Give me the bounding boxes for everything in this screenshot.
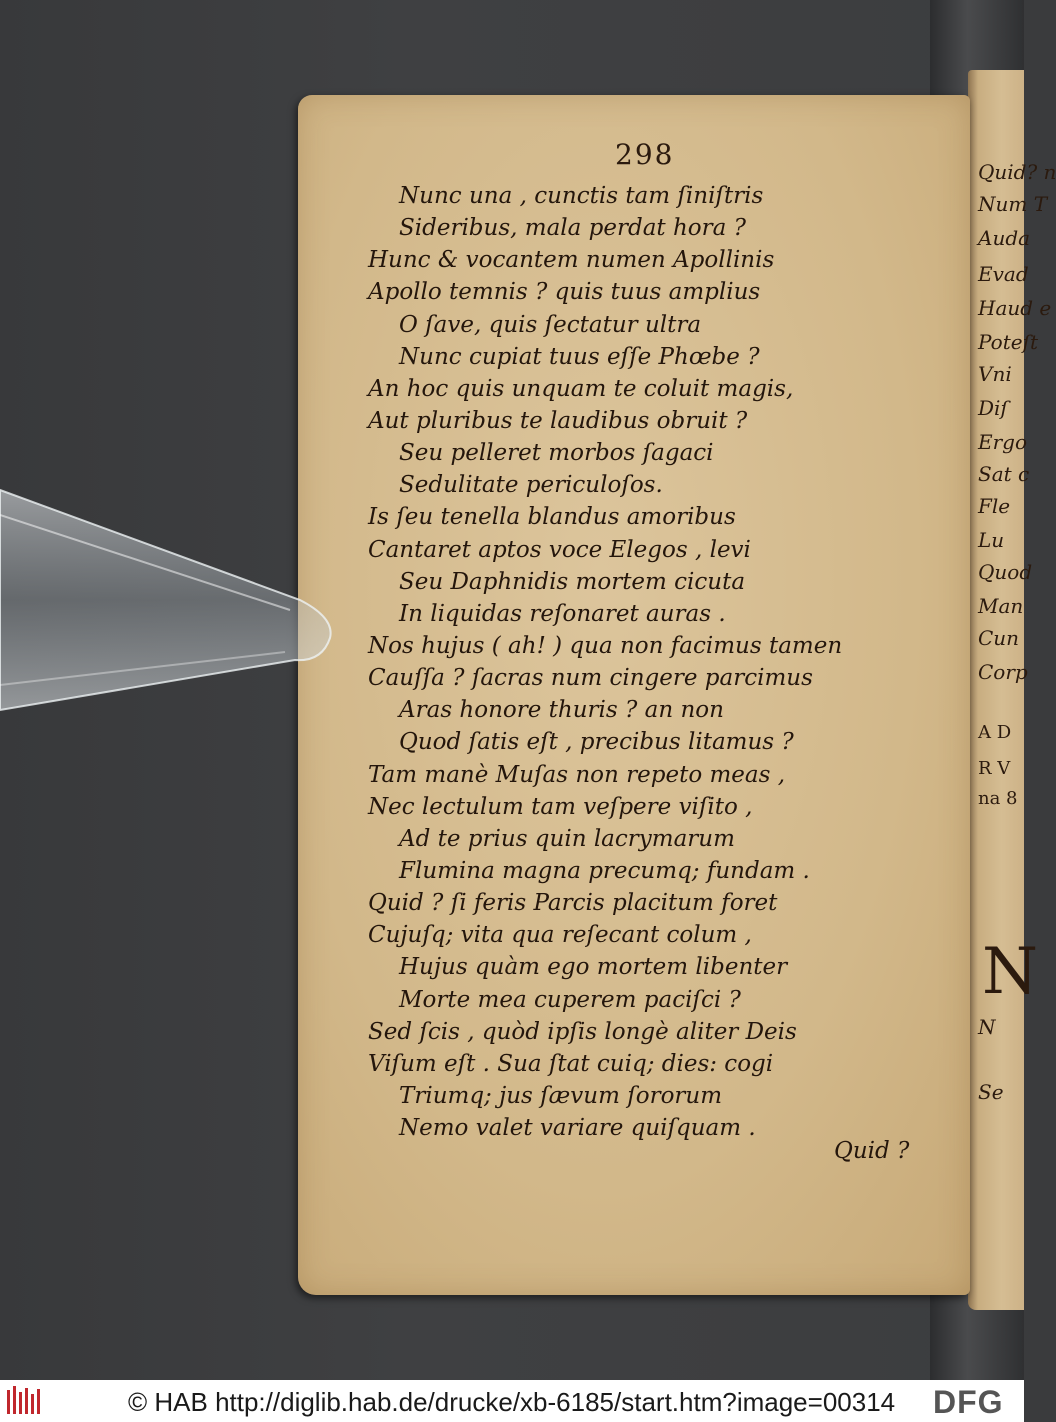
verse-line: In liquidas reſonaret auras .: [399, 600, 726, 627]
facing-page-fragment: na 8: [978, 788, 1018, 809]
hab-barcode-logo: [6, 1386, 44, 1416]
footer-copyright-link[interactable]: © HAB http://diglib.hab.de/drucke/xb-6185/start.htm?image=00314: [128, 1387, 896, 1417]
verse-line: Tam manè Muſas non repeto meas ,: [368, 761, 786, 788]
facing-page-fragment: Corp: [978, 660, 1028, 684]
facing-page-fragment: Auda: [978, 226, 1031, 250]
facing-page-fragment: N: [982, 935, 1038, 1009]
verse-block: [368, 180, 928, 1144]
verse-line: Ad te prius quin lacrymarum: [399, 825, 735, 852]
verse-line: Nos hujus ( ah! ) qua non facimus tamen: [368, 632, 843, 659]
facing-page-fragment: A D: [978, 722, 1012, 743]
page-number: 298: [615, 138, 675, 171]
verse-line: Nunc una , cunctis tam ſiniſtris: [399, 183, 764, 209]
glass-page-clip: [0, 470, 340, 730]
facing-page-fragment: Evad: [978, 262, 1029, 286]
verse-line: Nunc cupiat tuus eſſe Phœbe ?: [399, 343, 760, 370]
facing-page-fragment: Ergo: [978, 430, 1028, 454]
footer-bar: [0, 1380, 1024, 1422]
verse-line: Sideribus, mala perdat hora ?: [399, 215, 746, 242]
facing-page-fragment: Fle: [978, 494, 1011, 518]
facing-page-fragment: Vni: [978, 362, 1012, 386]
verse-line: Morte mea cuperem paciſci ?: [399, 986, 741, 1013]
facing-page-fragment: Cun: [978, 626, 1020, 650]
facing-page-fragment: Num T: [978, 192, 1048, 216]
facing-page-fragment: N: [978, 1015, 996, 1039]
facing-page-fragment: Diſ: [978, 396, 1008, 420]
verse-line: Sed ſcis , quòd ipſis longè aliter Deis: [368, 1018, 797, 1045]
facing-page-fragment: Man: [978, 594, 1024, 618]
verse-line: Flumina magna precumq; fundam .: [399, 857, 810, 884]
facing-page-fragment: Sat c: [978, 462, 1030, 486]
facing-page-fragment: Lu: [978, 528, 1005, 552]
facing-page-edge: [968, 70, 1056, 1310]
verse-line: Seu Daphnidis mortem cicuta: [399, 568, 746, 595]
verse-line: Aras honore thuris ? an non: [399, 697, 724, 724]
verse-line: Hunc & vocantem numen Apollinis: [368, 247, 775, 274]
verse-line: Hujus quàm ego mortem libenter: [399, 954, 788, 981]
verse-line: Cantaret aptos voce Elegos , levi: [368, 536, 751, 563]
verse-line: Is ſeu tenella blandus amoribus: [368, 504, 736, 531]
verse-line: Triumq; jus ſævum ſororum: [399, 1082, 723, 1109]
facing-page-fragment: Haud e: [978, 296, 1052, 320]
verse-line: Viſum eſt . Sua ſtat cuiq; dies: cogi: [368, 1050, 774, 1077]
facing-page-fragment: Quid? n: [978, 160, 1056, 184]
verse-line: Sedulitate periculoſos.: [399, 472, 663, 499]
verse-line: Nemo valet variare quiſquam .: [399, 1115, 756, 1142]
facing-page-fragment: R V: [978, 758, 1011, 779]
facing-page-fragment: Poteſt: [978, 330, 1038, 354]
verse-line: Cauſſa ? ſacras num cingere parcimus: [368, 665, 813, 692]
verse-line: Aut pluribus te laudibus obruit ?: [368, 407, 748, 434]
verse-line: Seu pelleret morbos ſagaci: [399, 440, 714, 467]
dfg-logo: DFG: [933, 1384, 1004, 1420]
catchword: Quid ?: [834, 1138, 910, 1164]
verse-line: O ſave, quis ſectatur ultra: [399, 311, 702, 338]
verse-line: Cujuſq; vita qua reſecant colum ,: [368, 922, 752, 949]
verse-line: An hoc quis unquam te coluit magis,: [368, 375, 794, 402]
facing-page-fragment: Se: [978, 1080, 1004, 1104]
facing-page-fragment: Quod: [978, 560, 1033, 584]
verse-line: Quod ſatis eſt , precibus litamus ?: [399, 729, 794, 756]
verse-line: Nec lectulum tam veſpere viſito ,: [368, 793, 753, 820]
verse-line: Apollo temnis ? quis tuus amplius: [368, 279, 761, 306]
verse-line: Quid ? ſi feris Parcis placitum foret: [368, 890, 778, 917]
